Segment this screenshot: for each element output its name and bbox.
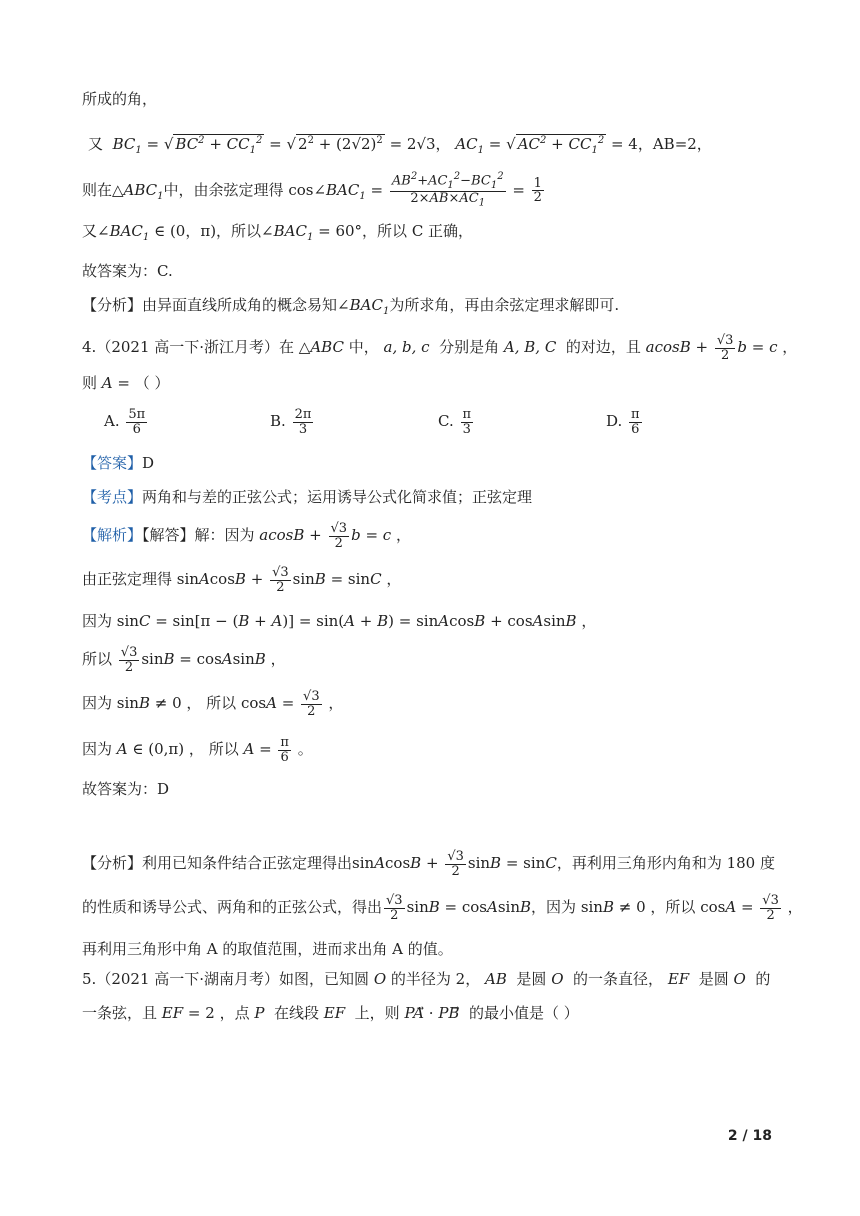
option-b: B. $\frac{2\pi}{3}$ [270, 407, 312, 437]
question-5-l1: 5.（2021 高一下·湖南月考）如图，已知圆 O 的半径为 2， AB 是圆 O 的一条直径， EF 是圆 O 的 [82, 970, 771, 988]
question-5-l2: 一条弦，且 EF = 2 ，点 P 在线段 EF 上，则 PA⃗ · PB⃗ 的最小值是（ ） [82, 1004, 579, 1022]
line-4: 又$\angle BAC_1$ ∈ (0，π)，所以$\angle BAC_1 = 60^\circ$，所以 C 正确， [82, 222, 474, 243]
step-2: 因为 sinC = sin[π − (B + A)] = sin(A + B) = sinAcosB + cosAsinB ， [82, 612, 597, 630]
line-3: 则在$\triangle ABC_1$中，由余弦定理得 $\cos\angle BAC_1$ = $\frac{AB^2+AC_1^2-BC_1^2}{2\times AB\times AC_1}$ = $\frac{1}{2}$ [82, 171, 542, 210]
analysis-4-l3: 再利用三角形中角 A 的取值范围，进而求出角 A 的值。 [82, 940, 453, 958]
line-2: 又 $BC_1$ = √ $BC^2 + CC_1^2$ = √ $2^2 + (2√2)^2 = 2√3$， $AC_1$ = √ $AC^2 + CC_1^2 = 4$，AB=2， [88, 135, 712, 156]
analysis-3: 【分析】由异面直线所成角的概念易知$\angle BAC_1$为所求角，再由余弦定理求解即可. [82, 296, 620, 317]
step-1: 由正弦定理得 sinAcosB + $\frac{√3}{2}$ sinB = sinC ， [82, 565, 402, 595]
question-4-line2: 则 A = （ ） [82, 374, 170, 392]
question-4: 4.（2021 高一下·浙江月考）在 △ABC 中， a, b, c 分别是角 A, B, C 的对边，且 acosB + $\frac{√3}{2}$ b = c ， [82, 333, 798, 363]
analysis-4-l2: 的性质和诱导公式、两角和的正弦公式，得出 $\frac{√3}{2}$ sinB = cosAsinB，因为 sinB ≠ 0 ，所以 cosA = $\frac{√3}{2}$ ， [82, 893, 803, 923]
line-1: 所成的角， [82, 90, 158, 108]
line-5: 故答案为：C. [82, 262, 173, 280]
analysis-4-l1: 【分析】利用已知条件结合正弦定理得出sinAcosB + $\frac{√3}{2}$ sinB = sinC，再利用三角形内角和为 180 度 [82, 849, 775, 879]
key-points: 【考点】两角和与差的正弦公式；运用诱导公式化简求值；正弦定理 [82, 488, 533, 506]
step-5: 因为 A ∈ (0,π) ， 所以 A = $\frac{\pi}{6}$ 。 [82, 735, 313, 765]
step-4: 因为 sinB ≠ 0 ， 所以 cosA = $\frac{√3}{2}$ ， [82, 689, 344, 719]
option-a: A. $\frac{5\pi}{6}$ [104, 407, 146, 437]
option-d: D. $\frac{\pi}{6}$ [606, 407, 640, 437]
solution-head: 【解析】【解答】解：因为 acosB + $\frac{√3}{2}$ b = c ， [82, 521, 411, 551]
step-6: 故答案为：D [82, 780, 170, 798]
step-3: 所以 $\frac{√3}{2}$ sinB = cosAsinB ， [82, 645, 286, 675]
option-c: C. $\frac{\pi}{3}$ [438, 407, 472, 437]
page-number: 2 / 18 [727, 1128, 772, 1144]
answer: 【答案】D [82, 454, 155, 472]
